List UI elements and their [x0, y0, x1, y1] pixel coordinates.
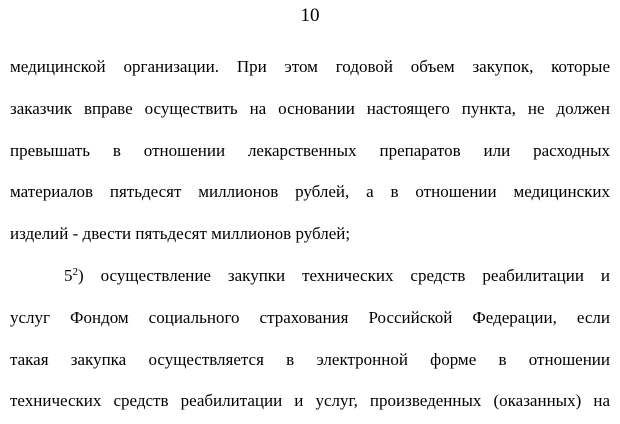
- text-line: превышать в отношении лекарственных препаратов или расходных: [10, 140, 610, 160]
- text-line: заказчик вправе осуществить на основании настоящего пункта, не должен: [10, 98, 610, 118]
- document-body: [10, 46, 610, 422]
- text-line: материалов пятьдесят миллионов рублей, а в отношении медицинских: [10, 182, 610, 202]
- item-number: $5^2$): [64, 265, 84, 285]
- text-line: технических средств реабилитации и услуг, произведенных (оказанных) на: [10, 391, 610, 411]
- text-line: такая закупка осуществляется в электронной форме в отношении: [10, 349, 610, 369]
- text-line: изделий - двести пятьдесят миллионов рублей;: [10, 224, 351, 244]
- item-superscript: 2: [72, 265, 78, 278]
- paragraph-1: [10, 46, 610, 255]
- text-line: медицинской организации. При этом годовой объем закупок, которые: [10, 57, 610, 76]
- item-text: осуществление закупки технических средств реабилитации и: [100, 265, 611, 285]
- text-line-first: [10, 255, 610, 297]
- paragraph-2: [10, 255, 610, 422]
- page-number: 10: [300, 5, 320, 26]
- text-line: услуг Фондом социального страхования Российской Федерации, если: [10, 307, 610, 327]
